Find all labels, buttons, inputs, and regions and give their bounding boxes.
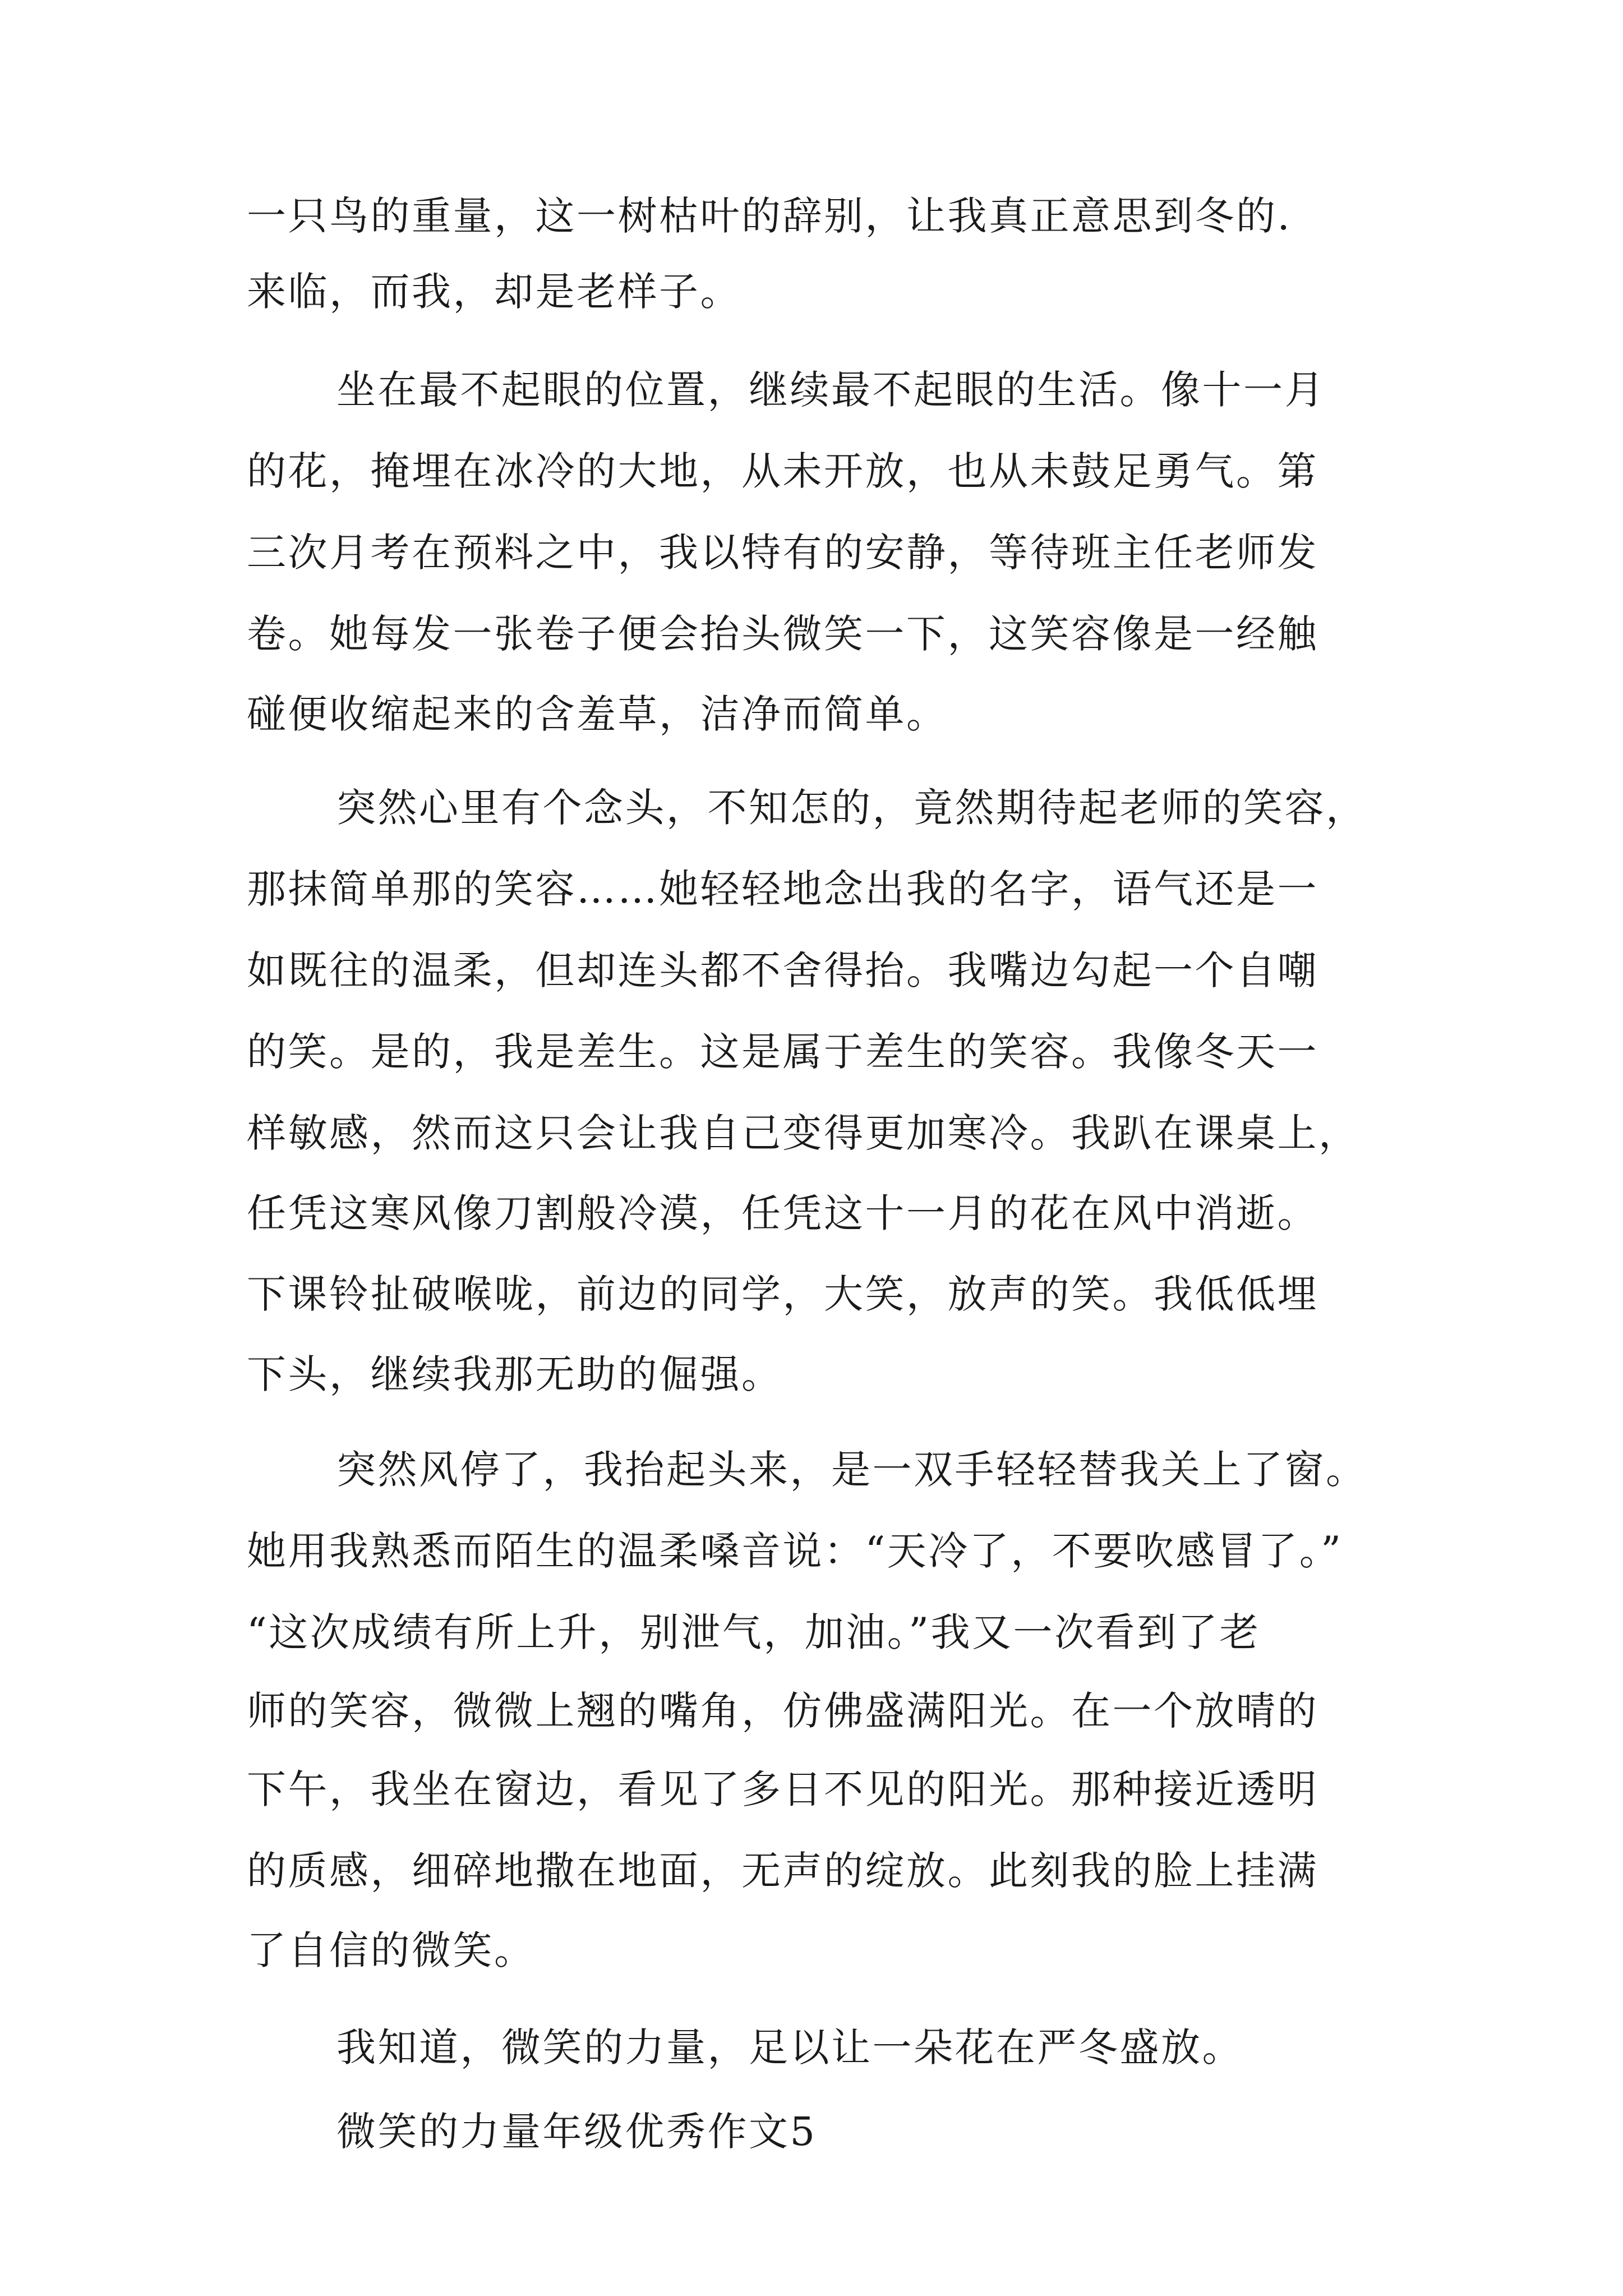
paragraph-first-line: 突然心里有个念头，不知怎的，竟然期待起老师的笑容， <box>336 785 1367 831</box>
text-line: 三次月考在预料之中，我以特有的安静，等待班主任老师发 <box>247 530 1318 576</box>
section-heading: 微笑的力量年级优秀作文5 <box>336 2109 817 2155</box>
text-line: 的质感，细碎地撒在地面，无声的绽放。此刻我的脸上挂满 <box>247 1848 1318 1894</box>
text-line: 师的笑容，微微上翘的嘴角，仿佛盛满阳光。在一个放晴的 <box>247 1688 1318 1734</box>
text-line: 下午，我坐在窗边，看见了多日不见的阳光。那种接近透明 <box>247 1766 1318 1812</box>
text-line: 卷。她每发一张卷子便会抬头微笑一下，这笑容像是一经触 <box>247 611 1318 657</box>
text-line: 来临，而我，却是老样子。 <box>247 269 741 315</box>
text-line: 样敏感，然而这只会让我自己变得更加寒冷。我趴在课桌上， <box>247 1110 1360 1156</box>
text-line: 如既往的温柔，但却连头都不舍得抬。我嘴边勾起一个自嘲 <box>247 947 1318 993</box>
text-line: 了自信的微笑。 <box>247 1927 536 1973</box>
text-line: 一只鸟的重量，这一树枯叶的辞别，让我真正意思到冬的. <box>247 193 1292 239</box>
paragraph-first-line: 我知道，微笑的力量，足以让一朵花在严冬盛放。 <box>336 2024 1243 2070</box>
text-line: 的笑。是的，我是差生。这是属于差生的笑容。我像冬天一 <box>247 1029 1318 1075</box>
text-line: 她用我熟悉而陌生的温柔嗓音说：“天冷了，不要吹感冒了。” <box>247 1528 1343 1574</box>
text-line: 下课铃扯破喉咙，前边的同学，大笑，放声的笑。我低低埋 <box>247 1271 1318 1317</box>
text-line: 那抹简单那的笑容……她轻轻地念出我的名字，语气还是一 <box>247 866 1318 912</box>
paragraph-first-line: 坐在最不起眼的位置，继续最不起眼的生活。像十一月 <box>336 367 1326 413</box>
text-line: “这次成绩有所上升，别泄气，加油。”我又一次看到了老 <box>247 1609 1261 1655</box>
paragraph-first-line: 突然风停了，我抬起头来，是一双手轻轻替我关上了窗。 <box>336 1447 1367 1493</box>
text-line: 任凭这寒风像刀割般冷漠，任凭这十一月的花在风中消逝。 <box>247 1190 1318 1236</box>
text-line: 碰便收缩起来的含羞草，洁净而简单。 <box>247 691 948 737</box>
text-line: 的花，掩埋在冰冷的大地，从未开放，也从未鼓足勇气。第 <box>247 448 1318 494</box>
text-line: 下头，继续我那无助的倔强。 <box>247 1351 783 1397</box>
